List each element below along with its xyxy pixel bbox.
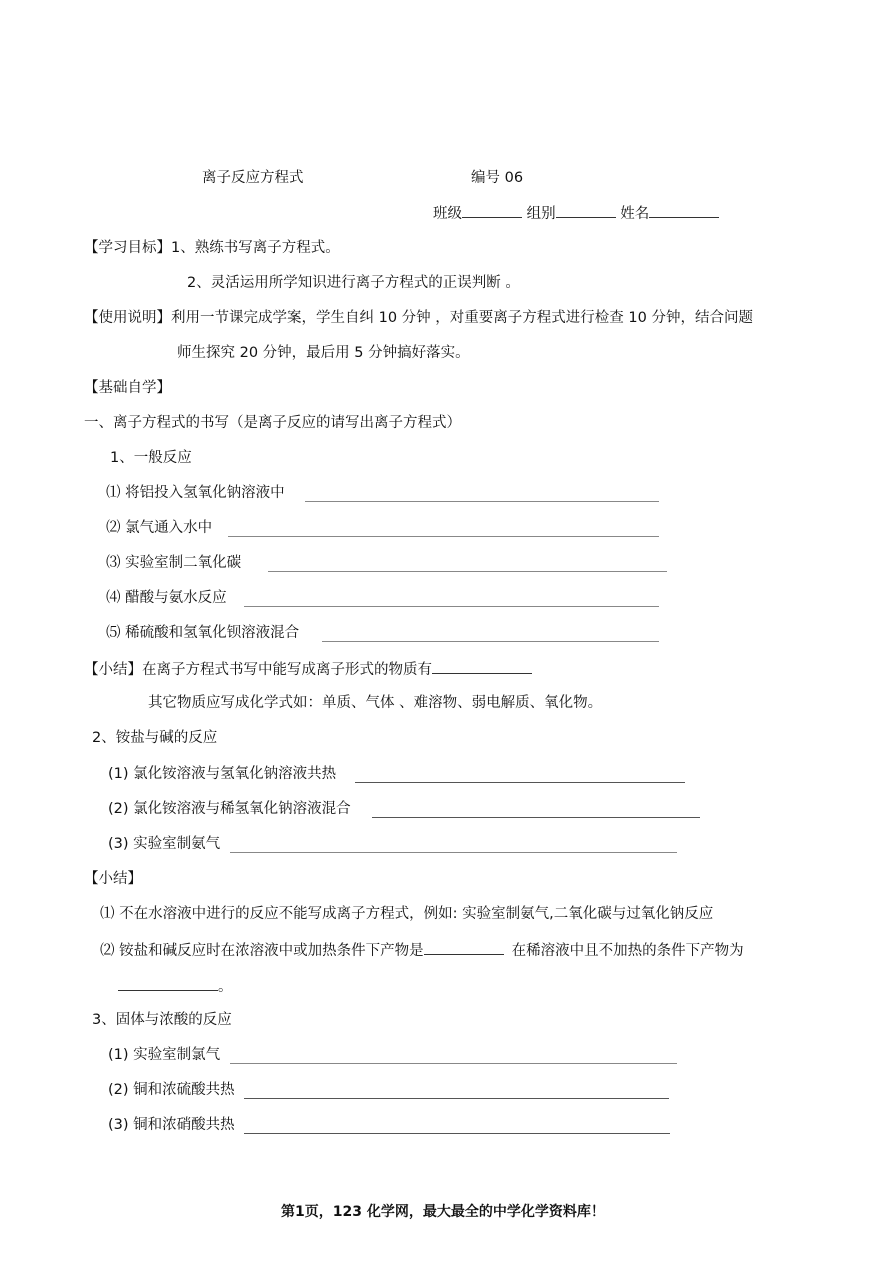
usage-text-1: 利用一节课完成学案，学生自纠 10 分钟 ，对重要离子方程式进行检查 10 分钟，结合问题 [171, 310, 753, 326]
note2-text-b: 在稀溶液中且不加热的条件下产物为 [511, 943, 744, 959]
objectives-line-1 [84, 238, 340, 258]
answer-line-1-1[interactable] [305, 501, 659, 502]
usage-label: 【使用说明】 [84, 310, 171, 326]
note2-text-a: ⑵ 铵盐和碱反应时在浓溶液中或加热条件下产物是 [100, 943, 424, 959]
note2-end: 。 [218, 979, 233, 995]
part1-summary [84, 659, 532, 680]
name-blank[interactable] [649, 203, 719, 218]
part1-heading: 一、离子方程式的书写（是离子反应的请写出离子方程式） [84, 415, 461, 431]
group-blank[interactable] [556, 203, 616, 218]
part1-item-2: ⑵ 氯气通入水中 [106, 520, 213, 536]
part2-note-1: ⑴ 不在水溶液中进行的反应不能写成离子方程式，例如: 实验室制氨气,二氧化碳与过氧化钠反应 [100, 906, 714, 922]
part1-summary-line-2: 其它物质应写成化学式如：单质、气体 、难溶物、弱电解质、氧化物。 [148, 695, 603, 711]
objective-item-2: 2、灵活运用所学知识进行离子方程式的正误判断 。 [187, 275, 520, 291]
part1-item-5: ⑸ 稀硫酸和氢氧化钡溶液混合 [106, 625, 300, 641]
part2-note-2 [100, 940, 744, 961]
summary-label-1: 【小结】 [84, 662, 142, 678]
part1-item-3: ⑶ 实验室制二氧化碳 [106, 555, 242, 571]
answer-line-2-1[interactable] [355, 782, 685, 783]
part3-heading: 3、固体与浓酸的反应 [92, 1012, 232, 1028]
part3-item-1: (1) 实验室制氯气 [108, 1047, 221, 1063]
answer-line-3-1[interactable] [230, 1063, 677, 1064]
answer-line-1-3[interactable] [268, 571, 667, 572]
note2-blank-2[interactable] [118, 976, 218, 991]
part2-item-1: (1) 氯化铵溶液与氢氧化钠溶液共热 [108, 766, 337, 782]
objective-item-1: 1、熟练书写离子方程式。 [171, 240, 340, 256]
answer-line-3-3[interactable] [244, 1133, 670, 1134]
basics-heading: 【基础自学】 [84, 380, 171, 396]
usage-text-2: 师生探究 20 分钟，最后用 5 分钟搞好落实。 [177, 345, 470, 361]
document-code: 编号 06 [471, 170, 524, 186]
summary-text-1: 在离子方程式书写中能写成离子形式的物质有 [142, 662, 432, 678]
part3-item-2: (2) 铜和浓硫酸共热 [108, 1082, 235, 1098]
answer-line-1-2[interactable] [228, 536, 659, 537]
answer-line-2-2[interactable] [372, 817, 700, 818]
class-blank[interactable] [462, 203, 522, 218]
part2-item-2: (2) 氯化铵溶液与稀氢氧化钠溶液混合 [108, 801, 351, 817]
part2-note-2-cont [118, 976, 233, 997]
part1-item-1: ⑴ 将铝投入氢氧化钠溶液中 [106, 485, 285, 501]
usage-line-1 [84, 308, 753, 328]
note2-blank-1[interactable] [424, 940, 504, 955]
name-label: 姓名 [620, 206, 650, 222]
answer-line-1-4[interactable] [244, 606, 659, 607]
part2-heading: 2、铵盐与碱的反应 [92, 730, 218, 746]
part2-summary-label: 【小结】 [84, 871, 142, 887]
part1-item-4: ⑷ 醋酸与氨水反应 [106, 590, 227, 606]
page-footer: 第1页，123 化学网，最大最全的中学化学资料库！ [281, 1204, 605, 1220]
objectives-label: 【学习目标】 [84, 240, 171, 256]
document-title: 离子反应方程式 [202, 170, 304, 186]
part3-item-3: (3) 铜和浓硝酸共热 [108, 1117, 235, 1133]
class-label: 班级 [433, 206, 462, 222]
answer-line-2-3[interactable] [230, 852, 677, 853]
summary-blank-1[interactable] [432, 659, 532, 674]
group-label: 组别 [526, 206, 556, 222]
answer-line-1-5[interactable] [322, 641, 659, 642]
part1-subheading: 1、一般反应 [110, 450, 192, 466]
answer-line-3-2[interactable] [244, 1098, 669, 1099]
student-info-row [433, 203, 719, 224]
part2-item-3: (3) 实验室制氨气 [108, 836, 221, 852]
